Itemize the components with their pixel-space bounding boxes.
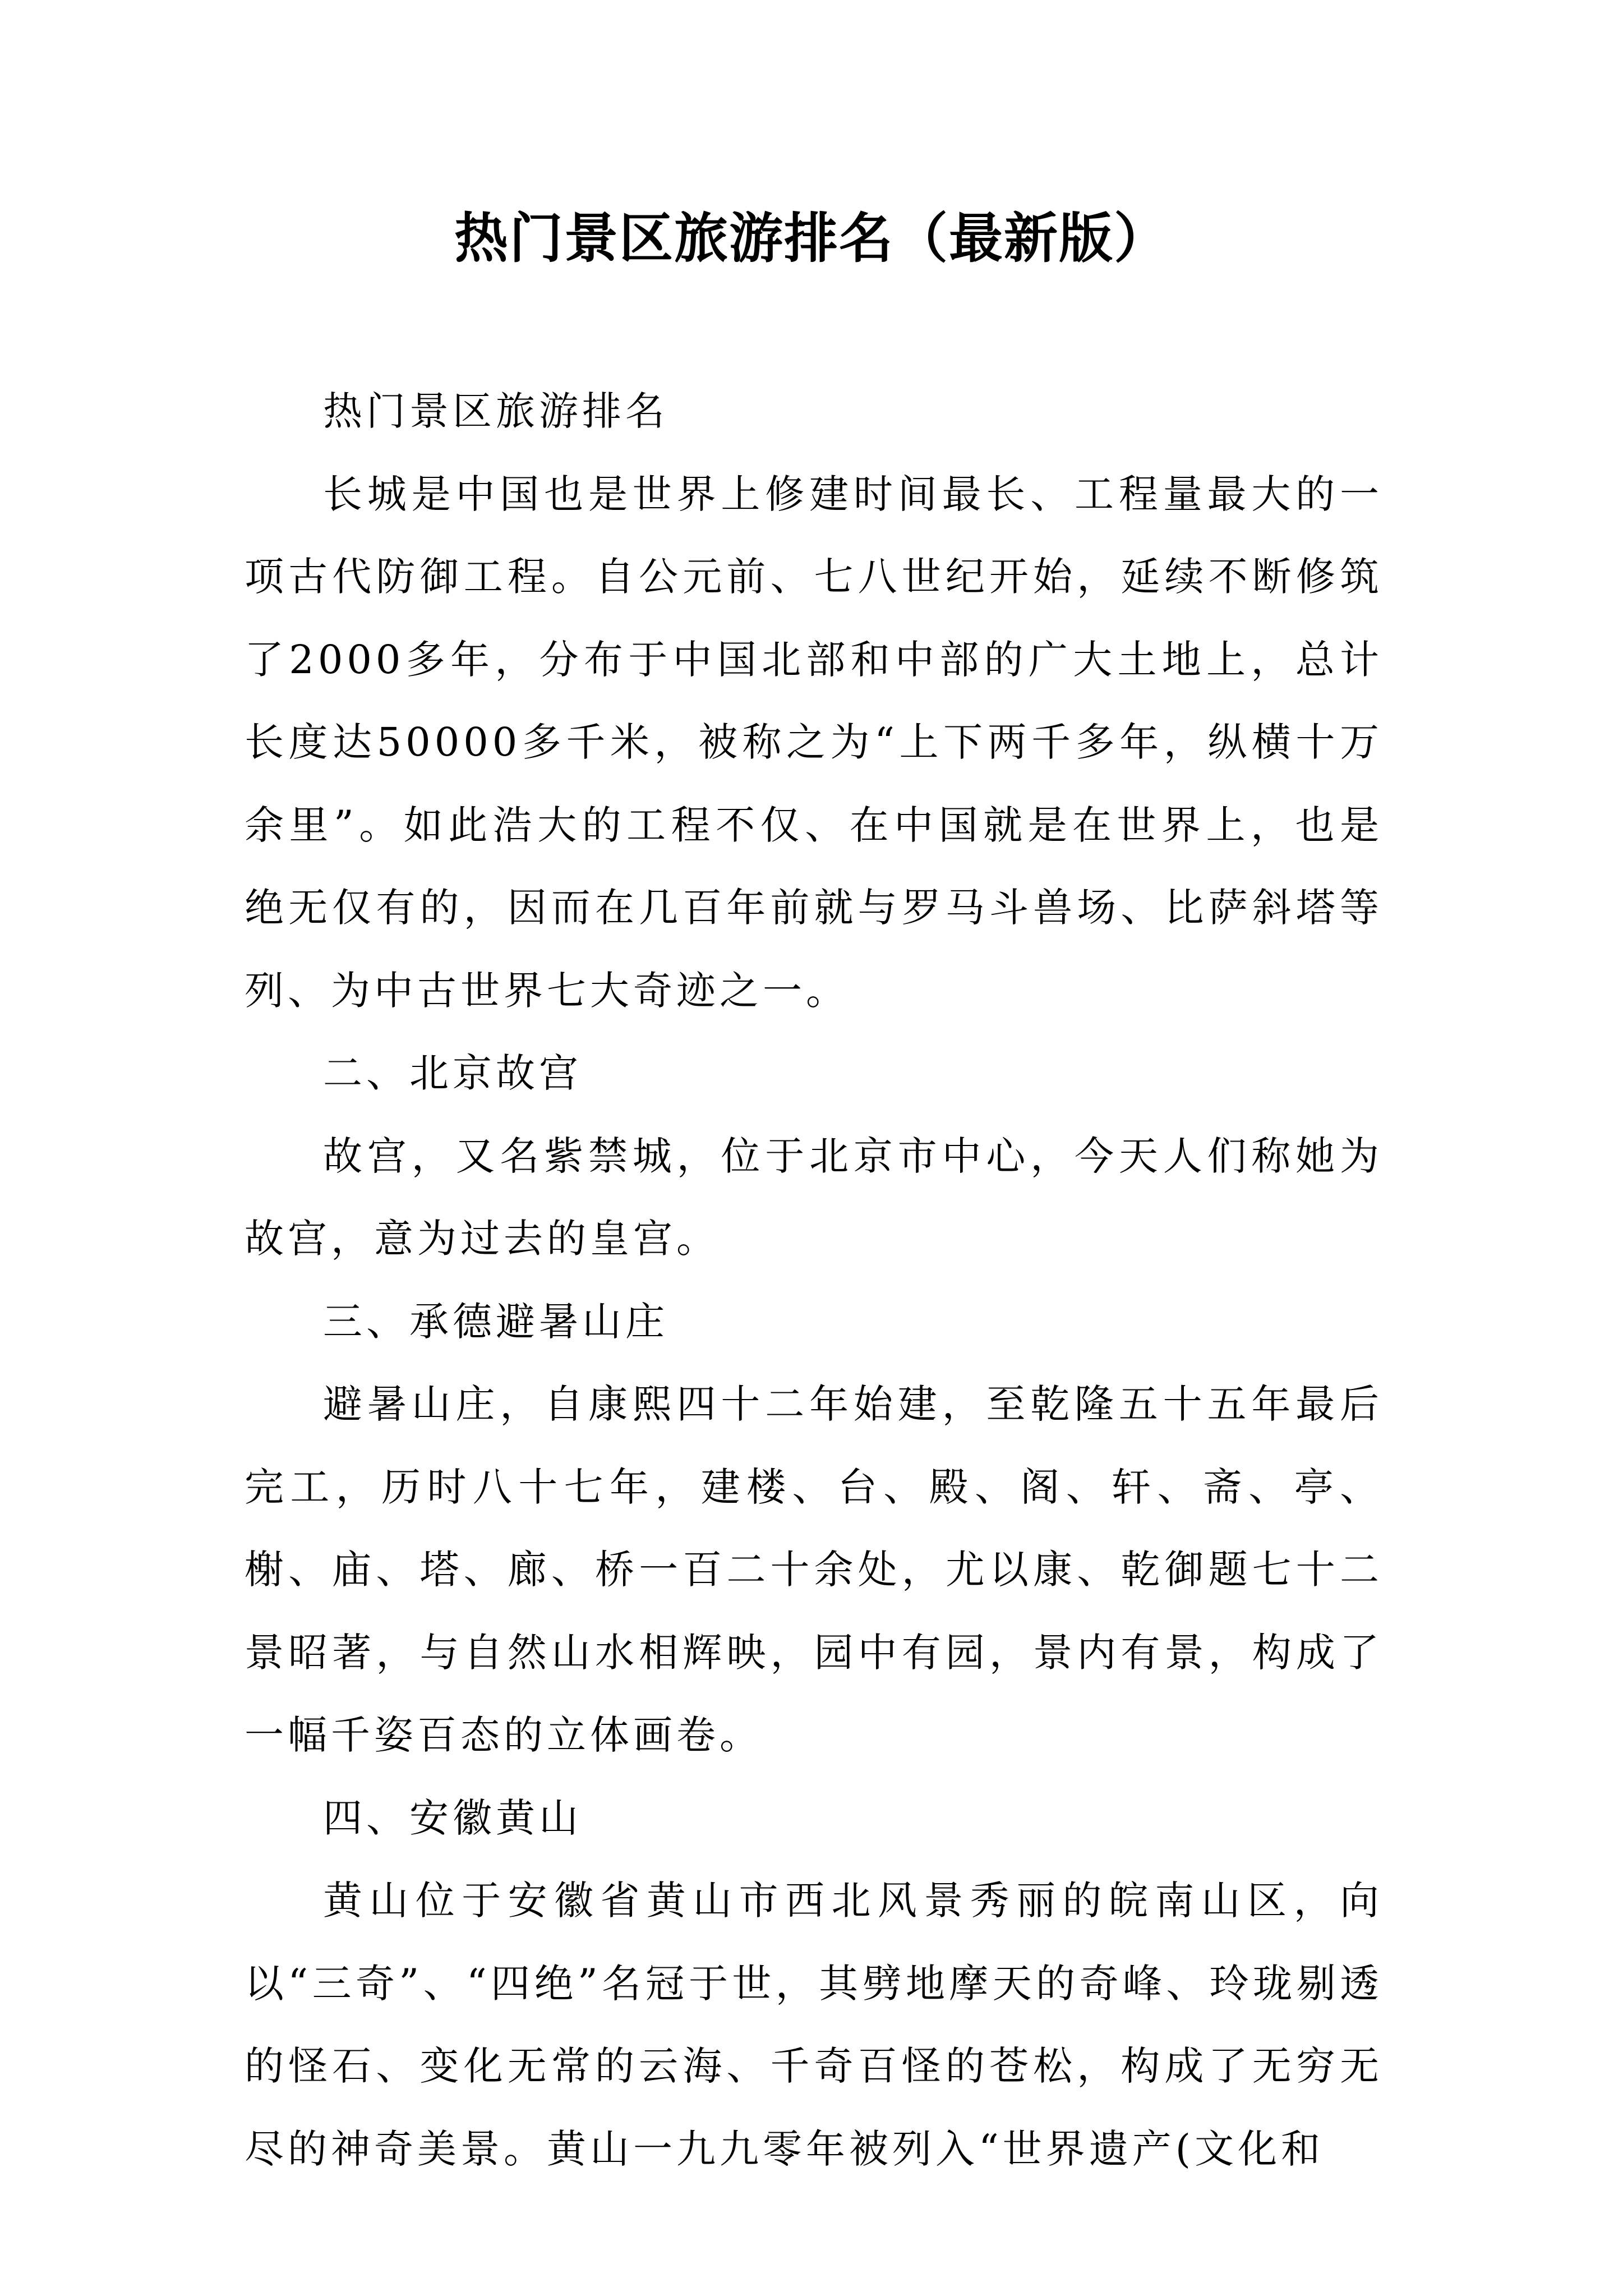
paragraph-huangshan: 黄山位于安徽省黄山市西北风景秀丽的皖南山区，向以“三奇”、“四绝”名冠于世，其劈地摩天的奇峰、玲珑剔透的怪石、变化无常的云海、千奇百怪的苍松，构成了无穷无尽的神奇美景。黄山一九九零年被列入“世界遗产(文化和	[245, 1878, 1383, 2172]
paragraph-section-heading: 热门景区旅游排名	[323, 388, 668, 434]
paragraph-forbidden-city: 故宫，又名紫禁城，位于北京市中心，今天人们称她为故宫，意为过去的皇宫。	[245, 1133, 1383, 1262]
paragraph-summer-resort: 避暑山庄，自康熙四十二年始建，至乾隆五十五年最后完工，历时八十七年，建楼、台、殿、阁、轩、斋、亭、榭、庙、塔、廊、桥一百二十余处，尤以康、乾御题七十二景昭著，与自然山水相辉映，园中有园，景内有景，构成了一幅千姿百态的立体画卷。	[245, 1381, 1383, 1758]
paragraph-great-wall: 长城是中国也是世界上修建时间最长、工程量最大的一项古代防御工程。自公元前、七八世纪开始，延续不断修筑了2000多年，分布于中国北部和中部的广大土地上，总计长度达50000多千米，被称之为“上下两千多年，纵横十万余里”。如此浩大的工程不仅、在中国就是在世界上，也是绝无仅有的，因而在几百年前就与罗马斗兽场、比萨斜塔等列、为中古世界七大奇迹之一。	[245, 471, 1383, 1014]
paragraph-heading-forbidden-city: 二、北京故宫	[323, 1050, 582, 1096]
paragraph-heading-summer-resort: 三、承德避暑山庄	[323, 1298, 668, 1345]
paragraph-heading-huangshan: 四、安徽黄山	[323, 1795, 582, 1841]
document-body	[245, 370, 1383, 2191]
document-title: 热门景区旅游排名（最新版）	[454, 207, 1169, 270]
